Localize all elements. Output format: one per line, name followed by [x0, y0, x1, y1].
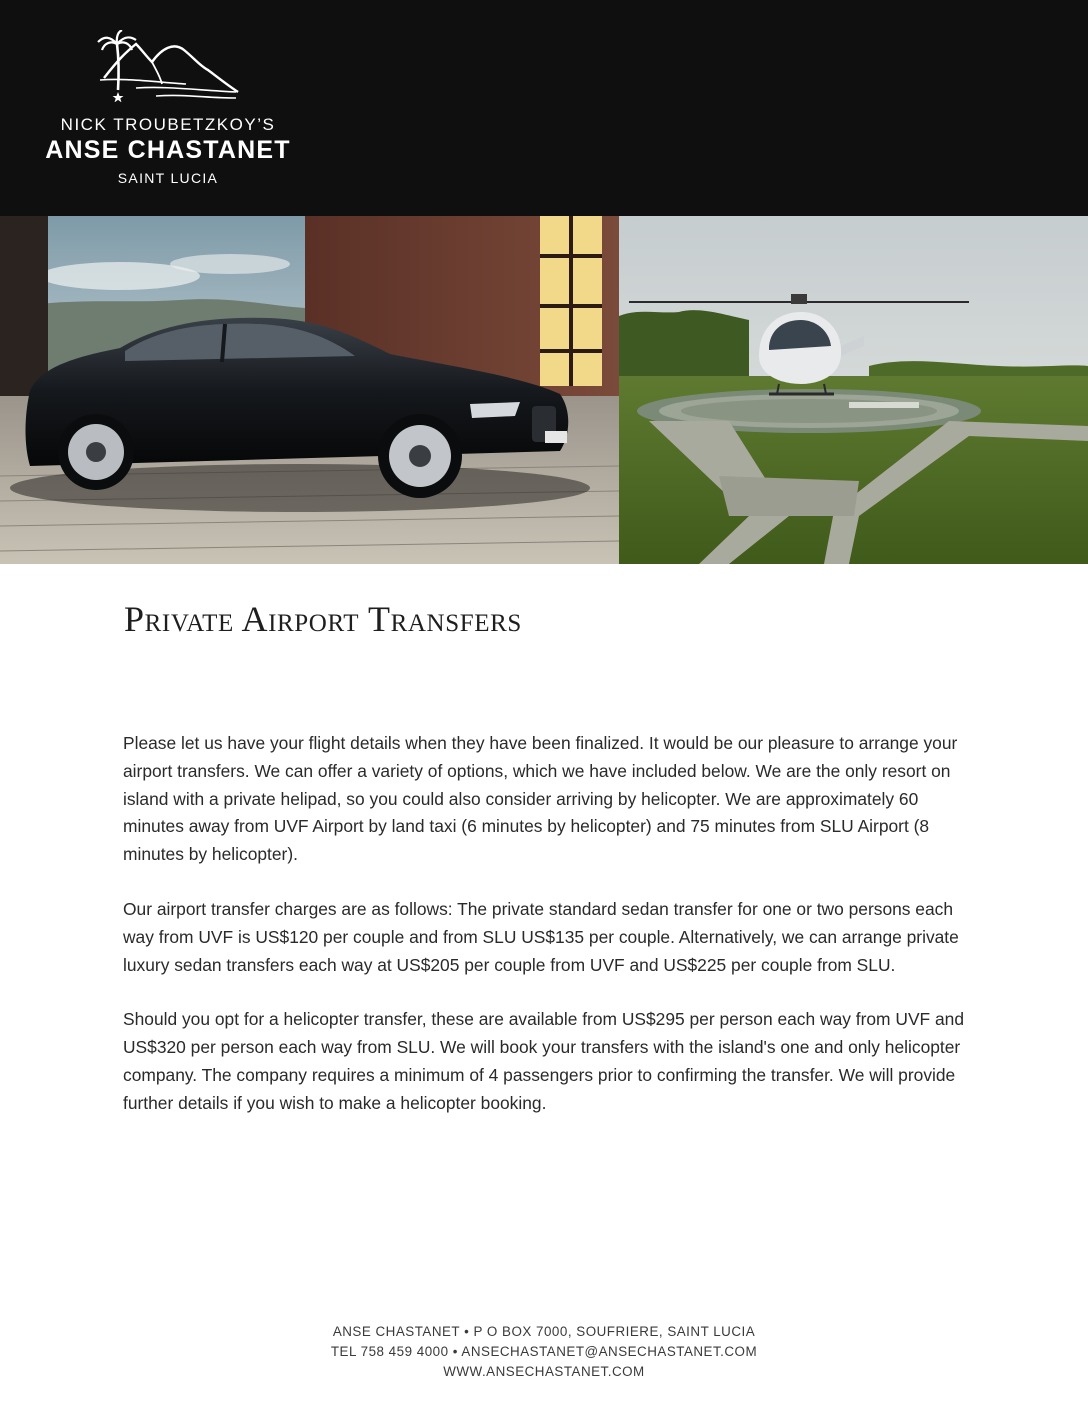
- paragraph-transfer-charges: Our airport transfer charges are as follows: The private standard sedan transfer for one or two persons each way from UVF is US$120 per couple and from SLU US$135 per couple. Alternatively, we can arrange private luxury sedan transfers each way at US$205 per couple from UVF and US$225 per couple from SLU.: [123, 898, 959, 975]
- logo-owner-name: NICK TROUBETZKOY’S: [60, 115, 276, 134]
- footer-address: ANSE CHASTANET • P O BOX 7000, SOUFRIERE, SAINT LUCIA: [332, 1324, 756, 1339]
- helicopter-on-helipad-photo: [619, 216, 1088, 564]
- page-title: Private Airport Transfers: [124, 599, 522, 639]
- footer-website-link[interactable]: WWW.ANSECHASTANET.COM: [443, 1364, 645, 1379]
- paragraph-flight-details: Please let us have your flight details when they have been finalized. It would be our pleasure to arrange your airport transfers. We can offer a variety of options, which we have included below. We are the only resort on island with a private helipad, so you could also consider arriving by helicopter. We are approximately 60 minutes away from UVF Airport by land taxi (6 minutes by helicopter) and 75 minutes from SLU Airport (8 minutes by helicopter).: [123, 733, 958, 865]
- luxury-sedan-photo: [0, 216, 619, 564]
- logo-location: SAINT LUCIA: [117, 170, 219, 186]
- paragraph-helicopter-transfer: Should you opt for a helicopter transfer, these are available from US$295 per person each way from UVF and US$320 per person each way from SLU. We will book your transfers with the island's one and only helicopter company. The company requires a minimum of 4 passengers prior to confirming the transfer. We will provide further details if you wish to make a helicopter booking.: [123, 1009, 965, 1113]
- header-band: [0, 0, 1088, 216]
- palm-mountain-logo-icon: [96, 30, 242, 102]
- body-text: [123, 730, 973, 1145]
- footer: [0, 1322, 1088, 1382]
- footer-contact: TEL 758 459 4000 • ANSECHASTANET@ANSECHASTANET.COM: [330, 1344, 758, 1359]
- logo-resort-name: ANSE CHASTANET: [45, 136, 291, 164]
